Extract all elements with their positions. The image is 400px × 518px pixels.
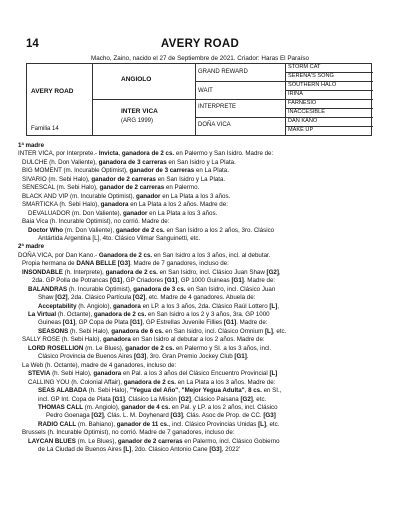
text: , — [178, 387, 182, 395]
bold-text: ganador de 3 carreras — [129, 167, 195, 175]
horse-title: AVERY ROAD — [160, 38, 240, 50]
record-line — [28, 345, 271, 353]
pedigree-dam-year: (ARG 1999) — [121, 118, 154, 124]
bold-text: [L] — [123, 446, 132, 454]
text: BIG MOMENT (m. Incurable Optimist), — [22, 167, 130, 175]
record-line — [38, 396, 266, 404]
text: en Pal. a los 3 años del Clásico Encuentro Provincial — [121, 370, 270, 378]
bold-text: ganadora de 2 cs. — [105, 268, 158, 276]
text: 2ª madre — [18, 243, 45, 251]
text: en La Plata a los 3 años. — [160, 192, 231, 200]
text: , Clásico La Misión — [124, 395, 179, 403]
bold-text: [G1] — [109, 277, 123, 285]
text: en Palermo y SI. a los 3 años, incl. — [174, 344, 272, 352]
record-line — [46, 412, 276, 420]
pedigree-sire-sire: GRAND REWARD — [198, 69, 248, 75]
record-line — [38, 421, 279, 429]
bold-text: [G2] — [55, 294, 68, 302]
text: , etc. — [252, 395, 267, 403]
text: en Palermo y San Isidro. Madre de: — [174, 150, 274, 158]
text: en La Plata a los 3 años. Madre de: — [176, 378, 276, 386]
text: , incl. Clásico Provincias Unidas — [168, 420, 259, 428]
pedigree-gg: DAN KANO — [288, 118, 318, 124]
bold-text: SEAS ALABADA — [38, 387, 87, 395]
text: DOÑA VICA, por Dan Kano.- — [18, 251, 99, 259]
bold-text: INSONDABLE — [22, 268, 63, 276]
text: , etc. — [272, 327, 287, 335]
bold-text: [G3] — [209, 446, 222, 454]
text: , etc. — [266, 420, 280, 428]
bold-text: ganadora — [102, 336, 131, 344]
bold-text: La Virtual — [28, 311, 57, 318]
text: (h. Sebi Halo), — [68, 327, 112, 335]
record-line — [38, 353, 249, 361]
bold-text: THOMAS CALL — [38, 403, 84, 411]
record-line — [22, 159, 236, 167]
text: SIVARIO (m. Sebi Halo), — [22, 175, 92, 183]
record-line — [32, 277, 275, 285]
text: , 2da. Clásico Partícula — [67, 294, 133, 302]
record-line — [38, 446, 240, 454]
text: . Madre de: — [236, 319, 268, 327]
bold-text: [G2] — [178, 395, 191, 403]
text: , Clásico Paisana — [190, 395, 241, 403]
bold-text: [G2] — [240, 395, 253, 403]
pedigree-gg: IRINA — [288, 91, 303, 97]
text: SENESCAL (m. Sebi Halo), — [22, 184, 100, 192]
bold-text: STEVIA — [28, 370, 51, 378]
bold-text: [G1] — [231, 277, 244, 285]
text: La Web (h. Octante), madre de 4 ganadores, incluso de: — [22, 361, 177, 369]
record-line — [18, 252, 270, 260]
text: en San Isidro, incl. Clásico Omnium — [163, 327, 265, 335]
text: (h. Interprete), — [62, 268, 106, 276]
pedigree-sire-dam: WAIT — [198, 88, 213, 94]
record-line — [38, 235, 200, 243]
text: , — [277, 302, 280, 310]
bold-text: Ganadora de 2 cs. — [98, 251, 153, 259]
pedigree-gg: FARNESIO — [288, 100, 317, 106]
text: en La Plata. — [194, 167, 229, 175]
record-line — [22, 429, 235, 437]
bold-text: [G1] — [112, 395, 125, 403]
pedigree-gg: STORM CAT — [288, 64, 321, 70]
pedigree-gg: INACCESIBLE — [288, 109, 325, 115]
bold-text: LAYCAN BLUES — [28, 437, 76, 445]
text: Clásico Provincia de Buenos Aires — [38, 353, 134, 361]
bold-text: Acceptability — [38, 302, 77, 310]
bold-text: [L] — [269, 370, 278, 378]
text: en SI., — [261, 387, 282, 395]
bold-text: ganador de 2 carreras — [99, 184, 165, 192]
pedigree-gg: SOUTHERN HALO — [288, 82, 337, 88]
text: (h. Incurable Optimist), — [67, 285, 134, 293]
bold-text: ganador — [123, 209, 148, 217]
pedigree-dam-sire: INTERPRETE — [198, 104, 237, 110]
bold-text: 8 cs. — [248, 387, 262, 395]
text: , GP Copa de Plata — [75, 319, 131, 327]
text: , 2do. Clásico Antonio Cane — [131, 446, 210, 454]
bold-text: Invicta — [98, 150, 119, 158]
record-line — [38, 303, 279, 311]
record-line — [22, 336, 265, 344]
text: en Pal. y LP. a los 2 años, incl. Clásico — [170, 403, 278, 411]
text: en San Isidro, incl. Clásico Juan — [185, 285, 276, 293]
pedigree-divider — [195, 117, 373, 118]
text: Guineas — [38, 319, 63, 327]
text: (m. Bahiano), — [76, 420, 117, 428]
bold-text: ganadora de 3 cs. — [133, 285, 186, 293]
text: SALLY ROSE (h. Sebi Halo), — [22, 336, 103, 344]
record-line — [28, 311, 270, 319]
pedigree-divider — [92, 99, 373, 100]
bold-text: [G2] — [91, 412, 104, 420]
text: , — [118, 150, 122, 158]
text: Propia hermana de — [22, 260, 77, 268]
text: , 3ro. Gran Premio Jockey Club — [146, 353, 235, 361]
record-line — [28, 286, 275, 294]
record-line — [22, 167, 229, 175]
bold-text: ganadora — [112, 302, 141, 310]
record-line — [38, 294, 255, 302]
text: (h. Sebi Halo), — [86, 387, 130, 395]
bold-text: ganador de 11 cs. — [116, 420, 169, 428]
bold-text: ganadora — [93, 370, 122, 378]
section-heading — [18, 243, 44, 251]
record-line — [22, 218, 169, 226]
bold-text: [G1] — [164, 277, 178, 285]
pedigree-horse: AVERY ROAD — [31, 88, 74, 95]
text: , Clás. Asoc de Prop. de CC. — [182, 412, 264, 420]
text: Shaw — [38, 294, 56, 302]
text: CALLING YOU (h. Colonial Affair), — [28, 378, 124, 386]
bold-text: [L] — [265, 327, 273, 335]
bold-text: DANA BELLE [G3] — [76, 260, 131, 268]
text: en San Isidro a los 3 años, incl. al debutar. — [152, 251, 271, 259]
text: en LP. a los 3 años, 2da. Clásico Raúl Lottero — [140, 302, 270, 310]
bold-text: ganador — [136, 192, 161, 200]
bold-text: ganadora de 2 cs. — [123, 378, 176, 386]
bold-text: [G3] — [133, 353, 147, 361]
bold-text: ganadora de 3 carreras — [98, 158, 167, 166]
text: , etc. Madre de 4 ganadores. Abuela de: — [145, 294, 256, 302]
text: en La Plata a los 2 años. Madre de: — [128, 201, 228, 209]
horse-subtitle: Macho, Zaino, nacido el 27 de Septiembre de 2021. Criador: Haras El Paraíso — [90, 55, 310, 62]
text: en Palermo, incl. Clásico Gobierno — [182, 437, 280, 445]
record-line — [28, 370, 277, 378]
text: , 2022' — [221, 446, 241, 454]
pedigree-gg: SERENA'S SONG — [288, 73, 334, 79]
text: . Madre de: — [243, 277, 276, 285]
text: (h. Sebi Halo), — [50, 370, 94, 378]
bold-text: Doctor Who — [28, 226, 64, 234]
record-line — [22, 201, 228, 209]
bold-text: "Mejor Yegua Adulta" — [181, 387, 245, 395]
bold-text: [G2] — [132, 294, 146, 302]
text: DULCHE (h. Don Valiente), — [22, 158, 99, 166]
record-line — [38, 319, 268, 327]
bold-text: ganador de 2 cs. — [125, 344, 175, 352]
text: 1ª madre — [18, 142, 45, 149]
record-line — [28, 210, 217, 218]
bold-text: [G1] — [234, 353, 247, 361]
text: INTER VICA, por Interprete.- — [18, 150, 99, 158]
text: en San Isidro al debutar a los 2 años. Madre de: — [130, 336, 265, 344]
text: 2da. GP Polla de Potrancas — [32, 277, 110, 285]
text: en San Isidro y La Plata. — [156, 175, 226, 183]
record-line — [22, 362, 176, 370]
bold-text: [G1] — [130, 319, 143, 327]
bold-text: ganador de 2 carreras — [91, 175, 157, 183]
bold-text: "Yegua del Año" — [129, 387, 179, 395]
text: DEVALUADOR (m. Don Valiente), — [28, 209, 124, 217]
record-line — [38, 404, 278, 412]
bold-text: ganadora — [100, 201, 129, 209]
bold-text: [G1] — [62, 319, 76, 327]
section-heading — [18, 142, 44, 150]
text: (h. Angiolo), — [76, 302, 113, 310]
text: . Madre de 7 ganadores, incluso de: — [130, 260, 229, 268]
text: en San Isidro a los 2 y 3 años, 3ra. GP 1000 — [146, 311, 270, 318]
bold-text: SEASONS — [38, 327, 69, 335]
text: en La Plata a los 3 años. — [147, 209, 218, 217]
record-line — [38, 387, 281, 395]
bold-text: [L] — [258, 420, 267, 428]
pedigree-dam: INTER VICA — [121, 108, 158, 115]
text: en San Isidro y La Plata. — [166, 158, 236, 166]
text: de La Ciudad de Buenos Aires — [38, 446, 124, 454]
record-line — [28, 227, 274, 235]
record-line — [38, 328, 286, 336]
bold-text: ganador de 2 cs. — [115, 226, 165, 234]
bold-text: ganador de 4 cs. — [121, 403, 171, 411]
pedigree-dam-dam: DOÑA VICA — [198, 122, 231, 128]
text: SMARTICKA (h. Sebi Halo), — [22, 201, 101, 209]
bold-text: ganadora de 2 cs. — [93, 311, 147, 318]
bold-text: ganadora de 6 cs. — [111, 327, 164, 335]
text: en San Isidro, incl. Clásico Juan Shaw — [157, 268, 267, 276]
text: (h. Octante), — [56, 311, 94, 318]
pedigree-gg: MAKE UP — [288, 127, 314, 133]
pedigree-family: Familia 14 — [31, 126, 59, 132]
pedigree-table — [26, 63, 372, 136]
lot-number: 14 — [26, 38, 39, 50]
text: en Palermo. — [164, 184, 200, 192]
record-line — [22, 176, 225, 184]
bold-text: [G1] — [223, 319, 237, 327]
text: (m. Don Valiente), — [63, 226, 116, 234]
text: (m. Angiolo), — [83, 403, 122, 411]
text: Baia Vica (h. Incurable Optimist), no corrió. Madre de: — [22, 218, 170, 226]
text: Pedro Goenaga — [46, 412, 92, 420]
pedigree-divider — [195, 81, 373, 82]
record-line — [28, 438, 280, 446]
record-line — [18, 150, 273, 158]
text: Antártida Argentina [L], 4to. Clásico Vilmar Sanguinetti, etc. — [38, 234, 201, 242]
text: , Clás. L. M. Doyhenard — [103, 412, 171, 420]
record-line — [22, 260, 229, 268]
text: en San Isidro a los 2 años, 3ro. Clásico — [164, 226, 275, 234]
text: . — [246, 353, 249, 361]
text: , — [278, 268, 281, 276]
bold-text: ganadora de 2 cs. — [121, 150, 175, 158]
text: incl. GP Int. Copa de Plata — [38, 395, 113, 403]
bold-text: [G3] — [170, 412, 183, 420]
bold-text: [L] — [269, 302, 278, 310]
bold-text: BALANDRAS — [28, 285, 68, 293]
text: (m. Le Blues), — [83, 344, 126, 352]
record-line — [22, 269, 281, 277]
bold-text: [G3] — [263, 412, 276, 420]
text: Brussels (h. Incurable Optimist), no corrió. Madre de 7 ganadores, incluso de: — [22, 429, 235, 437]
text: (m. Le Blues), — [75, 437, 118, 445]
bold-text: ganador de 2 carreras — [117, 437, 183, 445]
record-line — [22, 193, 230, 201]
record-line — [22, 184, 199, 192]
record-line — [28, 379, 275, 387]
text: BLACK AND VIP (m. Incurable Optimist), — [22, 192, 137, 200]
bold-text: RADIO CALL — [38, 420, 77, 428]
text: , — [244, 387, 249, 395]
text: , GP 1000 Guineas — [177, 277, 232, 285]
bold-text: [G2] — [266, 268, 279, 276]
text: , GP Criadores — [122, 277, 165, 285]
bold-text: LORD ROSELLION — [28, 344, 84, 352]
pedigree-sire: ANGIOLO — [121, 76, 152, 83]
text: , GP Estrellas Juvenile Fillies — [142, 319, 224, 327]
